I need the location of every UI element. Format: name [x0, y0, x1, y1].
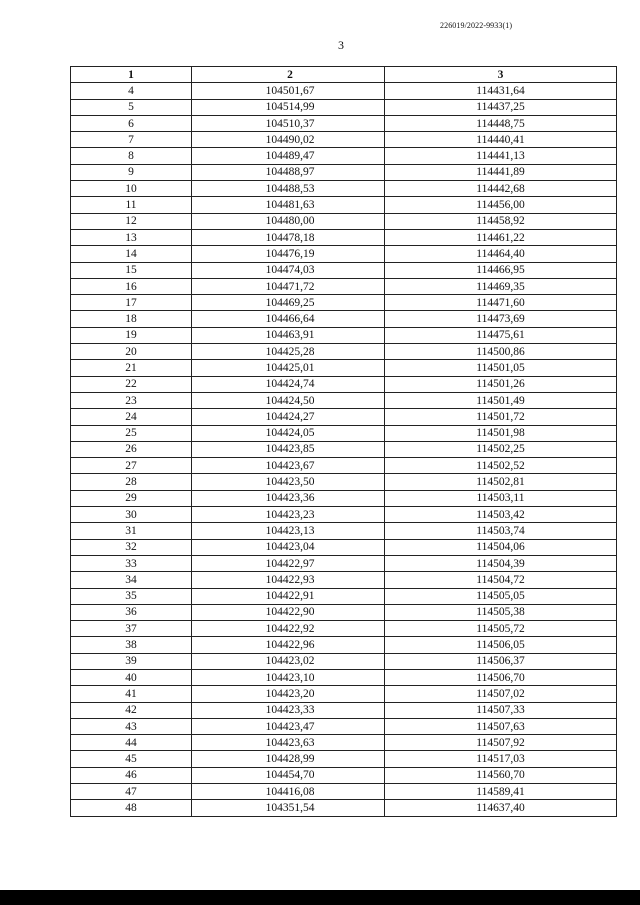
- y-coordinate-cell: 114502,81: [385, 474, 617, 490]
- table-row: [71, 751, 617, 767]
- x-coordinate-cell: 104480,00: [192, 213, 385, 229]
- x-coordinate-cell: 104469,25: [192, 295, 385, 311]
- table-row: [71, 278, 617, 294]
- table-row: [71, 229, 617, 245]
- table-row: [71, 295, 617, 311]
- y-coordinate-cell: 114473,69: [385, 311, 617, 327]
- y-coordinate-cell: 114507,02: [385, 686, 617, 702]
- table-row: [71, 555, 617, 571]
- table-row: [71, 669, 617, 685]
- x-coordinate-cell: 104454,70: [192, 767, 385, 783]
- point-number-cell: 44: [71, 735, 192, 751]
- table-row: [71, 311, 617, 327]
- table-row: [71, 718, 617, 734]
- point-number-cell: 47: [71, 784, 192, 800]
- y-coordinate-cell: 114507,33: [385, 702, 617, 718]
- y-coordinate-cell: 114502,52: [385, 458, 617, 474]
- point-number-cell: 36: [71, 604, 192, 620]
- point-number-cell: 4: [71, 83, 192, 99]
- point-number-cell: 38: [71, 637, 192, 653]
- y-coordinate-cell: 114504,72: [385, 572, 617, 588]
- table-row: [71, 425, 617, 441]
- table-row: [71, 523, 617, 539]
- y-coordinate-cell: 114505,05: [385, 588, 617, 604]
- table-row: [71, 99, 617, 115]
- point-number-cell: 42: [71, 702, 192, 718]
- x-coordinate-cell: 104424,05: [192, 425, 385, 441]
- point-number-cell: 15: [71, 262, 192, 278]
- x-coordinate-cell: 104423,10: [192, 669, 385, 685]
- point-number-cell: 40: [71, 669, 192, 685]
- x-coordinate-cell: 104481,63: [192, 197, 385, 213]
- table-row: [71, 376, 617, 392]
- point-number-cell: 17: [71, 295, 192, 311]
- point-number-cell: 20: [71, 344, 192, 360]
- x-coordinate-cell: 104489,47: [192, 148, 385, 164]
- point-number-cell: 13: [71, 229, 192, 245]
- point-number-cell: 31: [71, 523, 192, 539]
- y-coordinate-cell: 114442,68: [385, 181, 617, 197]
- y-coordinate-cell: 114505,72: [385, 621, 617, 637]
- table-header-row: [71, 67, 617, 83]
- x-coordinate-cell: 104423,47: [192, 718, 385, 734]
- x-coordinate-cell: 104428,99: [192, 751, 385, 767]
- point-number-cell: 41: [71, 686, 192, 702]
- x-coordinate-cell: 104488,97: [192, 164, 385, 180]
- table-row: [71, 327, 617, 343]
- y-coordinate-cell: 114437,25: [385, 99, 617, 115]
- table-row: [71, 572, 617, 588]
- table-row: [71, 83, 617, 99]
- x-coordinate-cell: 104488,53: [192, 181, 385, 197]
- x-coordinate-cell: 104422,96: [192, 637, 385, 653]
- coordinates-table: [70, 66, 617, 817]
- point-number-cell: 26: [71, 441, 192, 457]
- y-coordinate-cell: 114456,00: [385, 197, 617, 213]
- table-row: [71, 784, 617, 800]
- x-coordinate-cell: 104423,33: [192, 702, 385, 718]
- x-coordinate-cell: 104422,93: [192, 572, 385, 588]
- point-number-cell: 43: [71, 718, 192, 734]
- x-coordinate-cell: 104416,08: [192, 784, 385, 800]
- y-coordinate-cell: 114637,40: [385, 800, 617, 816]
- table-row: [71, 767, 617, 783]
- y-coordinate-cell: 114471,60: [385, 295, 617, 311]
- table-row: [71, 637, 617, 653]
- y-coordinate-cell: 114501,49: [385, 392, 617, 408]
- x-coordinate-cell: 104423,50: [192, 474, 385, 490]
- y-coordinate-cell: 114466,95: [385, 262, 617, 278]
- table-row: [71, 702, 617, 718]
- point-number-cell: 25: [71, 425, 192, 441]
- x-coordinate-cell: 104422,90: [192, 604, 385, 620]
- table-row: [71, 621, 617, 637]
- x-coordinate-cell: 104351,54: [192, 800, 385, 816]
- x-coordinate-cell: 104423,63: [192, 735, 385, 751]
- table-row: [71, 474, 617, 490]
- y-coordinate-cell: 114507,92: [385, 735, 617, 751]
- x-coordinate-cell: 104422,97: [192, 555, 385, 571]
- y-coordinate-cell: 114458,92: [385, 213, 617, 229]
- x-coordinate-cell: 104478,18: [192, 229, 385, 245]
- table-row: [71, 409, 617, 425]
- table-row: [71, 588, 617, 604]
- x-coordinate-cell: 104423,20: [192, 686, 385, 702]
- x-coordinate-cell: 104423,36: [192, 490, 385, 506]
- point-number-cell: 37: [71, 621, 192, 637]
- point-number-cell: 39: [71, 653, 192, 669]
- y-coordinate-cell: 114469,35: [385, 278, 617, 294]
- y-coordinate-cell: 114441,13: [385, 148, 617, 164]
- table-row: [71, 458, 617, 474]
- y-coordinate-cell: 114475,61: [385, 327, 617, 343]
- y-coordinate-cell: 114507,63: [385, 718, 617, 734]
- point-number-cell: 5: [71, 99, 192, 115]
- y-coordinate-cell: 114500,86: [385, 344, 617, 360]
- x-coordinate-cell: 104514,99: [192, 99, 385, 115]
- y-coordinate-cell: 114503,74: [385, 523, 617, 539]
- y-coordinate-cell: 114501,98: [385, 425, 617, 441]
- point-number-cell: 29: [71, 490, 192, 506]
- document-reference: 226019/2022-9933(1): [440, 21, 513, 30]
- y-coordinate-cell: 114501,72: [385, 409, 617, 425]
- point-number-cell: 27: [71, 458, 192, 474]
- column-header-2: 2: [192, 67, 385, 83]
- x-coordinate-cell: 104476,19: [192, 246, 385, 262]
- table-row: [71, 490, 617, 506]
- table-row: [71, 115, 617, 131]
- x-coordinate-cell: 104424,74: [192, 376, 385, 392]
- point-number-cell: 35: [71, 588, 192, 604]
- x-coordinate-cell: 104423,67: [192, 458, 385, 474]
- point-number-cell: 12: [71, 213, 192, 229]
- y-coordinate-cell: 114506,70: [385, 669, 617, 685]
- x-coordinate-cell: 104424,50: [192, 392, 385, 408]
- x-coordinate-cell: 104424,27: [192, 409, 385, 425]
- y-coordinate-cell: 114502,25: [385, 441, 617, 457]
- table-row: [71, 360, 617, 376]
- y-coordinate-cell: 114506,37: [385, 653, 617, 669]
- point-number-cell: 22: [71, 376, 192, 392]
- y-coordinate-cell: 114560,70: [385, 767, 617, 783]
- y-coordinate-cell: 114441,89: [385, 164, 617, 180]
- table-row: [71, 132, 617, 148]
- x-coordinate-cell: 104510,37: [192, 115, 385, 131]
- y-coordinate-cell: 114505,38: [385, 604, 617, 620]
- column-header-3: 3: [385, 67, 617, 83]
- table-body: [71, 83, 617, 816]
- column-header-1: 1: [71, 67, 192, 83]
- point-number-cell: 21: [71, 360, 192, 376]
- x-coordinate-cell: 104490,02: [192, 132, 385, 148]
- y-coordinate-cell: 114589,41: [385, 784, 617, 800]
- point-number-cell: 6: [71, 115, 192, 131]
- scan-bottom-edge: [0, 890, 640, 905]
- x-coordinate-cell: 104425,28: [192, 344, 385, 360]
- point-number-cell: 16: [71, 278, 192, 294]
- point-number-cell: 33: [71, 555, 192, 571]
- x-coordinate-cell: 104466,64: [192, 311, 385, 327]
- table-row: [71, 197, 617, 213]
- y-coordinate-cell: 114448,75: [385, 115, 617, 131]
- x-coordinate-cell: 104463,91: [192, 327, 385, 343]
- point-number-cell: 9: [71, 164, 192, 180]
- point-number-cell: 11: [71, 197, 192, 213]
- y-coordinate-cell: 114501,26: [385, 376, 617, 392]
- table-row: [71, 262, 617, 278]
- x-coordinate-cell: 104422,91: [192, 588, 385, 604]
- x-coordinate-cell: 104422,92: [192, 621, 385, 637]
- table-row: [71, 181, 617, 197]
- point-number-cell: 48: [71, 800, 192, 816]
- page-number: 3: [338, 38, 344, 52]
- x-coordinate-cell: 104471,72: [192, 278, 385, 294]
- point-number-cell: 7: [71, 132, 192, 148]
- point-number-cell: 19: [71, 327, 192, 343]
- point-number-cell: 8: [71, 148, 192, 164]
- table-row: [71, 604, 617, 620]
- y-coordinate-cell: 114504,39: [385, 555, 617, 571]
- point-number-cell: 34: [71, 572, 192, 588]
- point-number-cell: 14: [71, 246, 192, 262]
- y-coordinate-cell: 114517,03: [385, 751, 617, 767]
- y-coordinate-cell: 114464,40: [385, 246, 617, 262]
- table-row: [71, 507, 617, 523]
- point-number-cell: 24: [71, 409, 192, 425]
- y-coordinate-cell: 114501,05: [385, 360, 617, 376]
- table-row: [71, 735, 617, 751]
- table-row: [71, 344, 617, 360]
- table-row: [71, 686, 617, 702]
- table-row: [71, 392, 617, 408]
- x-coordinate-cell: 104474,03: [192, 262, 385, 278]
- point-number-cell: 32: [71, 539, 192, 555]
- point-number-cell: 45: [71, 751, 192, 767]
- point-number-cell: 30: [71, 507, 192, 523]
- table-row: [71, 246, 617, 262]
- y-coordinate-cell: 114461,22: [385, 229, 617, 245]
- x-coordinate-cell: 104425,01: [192, 360, 385, 376]
- point-number-cell: 10: [71, 181, 192, 197]
- x-coordinate-cell: 104423,13: [192, 523, 385, 539]
- y-coordinate-cell: 114503,11: [385, 490, 617, 506]
- y-coordinate-cell: 114504,06: [385, 539, 617, 555]
- x-coordinate-cell: 104423,02: [192, 653, 385, 669]
- table-row: [71, 539, 617, 555]
- table-row: [71, 441, 617, 457]
- y-coordinate-cell: 114506,05: [385, 637, 617, 653]
- x-coordinate-cell: 104501,67: [192, 83, 385, 99]
- x-coordinate-cell: 104423,04: [192, 539, 385, 555]
- point-number-cell: 46: [71, 767, 192, 783]
- point-number-cell: 23: [71, 392, 192, 408]
- point-number-cell: 28: [71, 474, 192, 490]
- y-coordinate-cell: 114440,41: [385, 132, 617, 148]
- table-row: [71, 653, 617, 669]
- x-coordinate-cell: 104423,23: [192, 507, 385, 523]
- table-row: [71, 148, 617, 164]
- table-row: [71, 800, 617, 816]
- table-row: [71, 164, 617, 180]
- y-coordinate-cell: 114431,64: [385, 83, 617, 99]
- x-coordinate-cell: 104423,85: [192, 441, 385, 457]
- point-number-cell: 18: [71, 311, 192, 327]
- y-coordinate-cell: 114503,42: [385, 507, 617, 523]
- table-row: [71, 213, 617, 229]
